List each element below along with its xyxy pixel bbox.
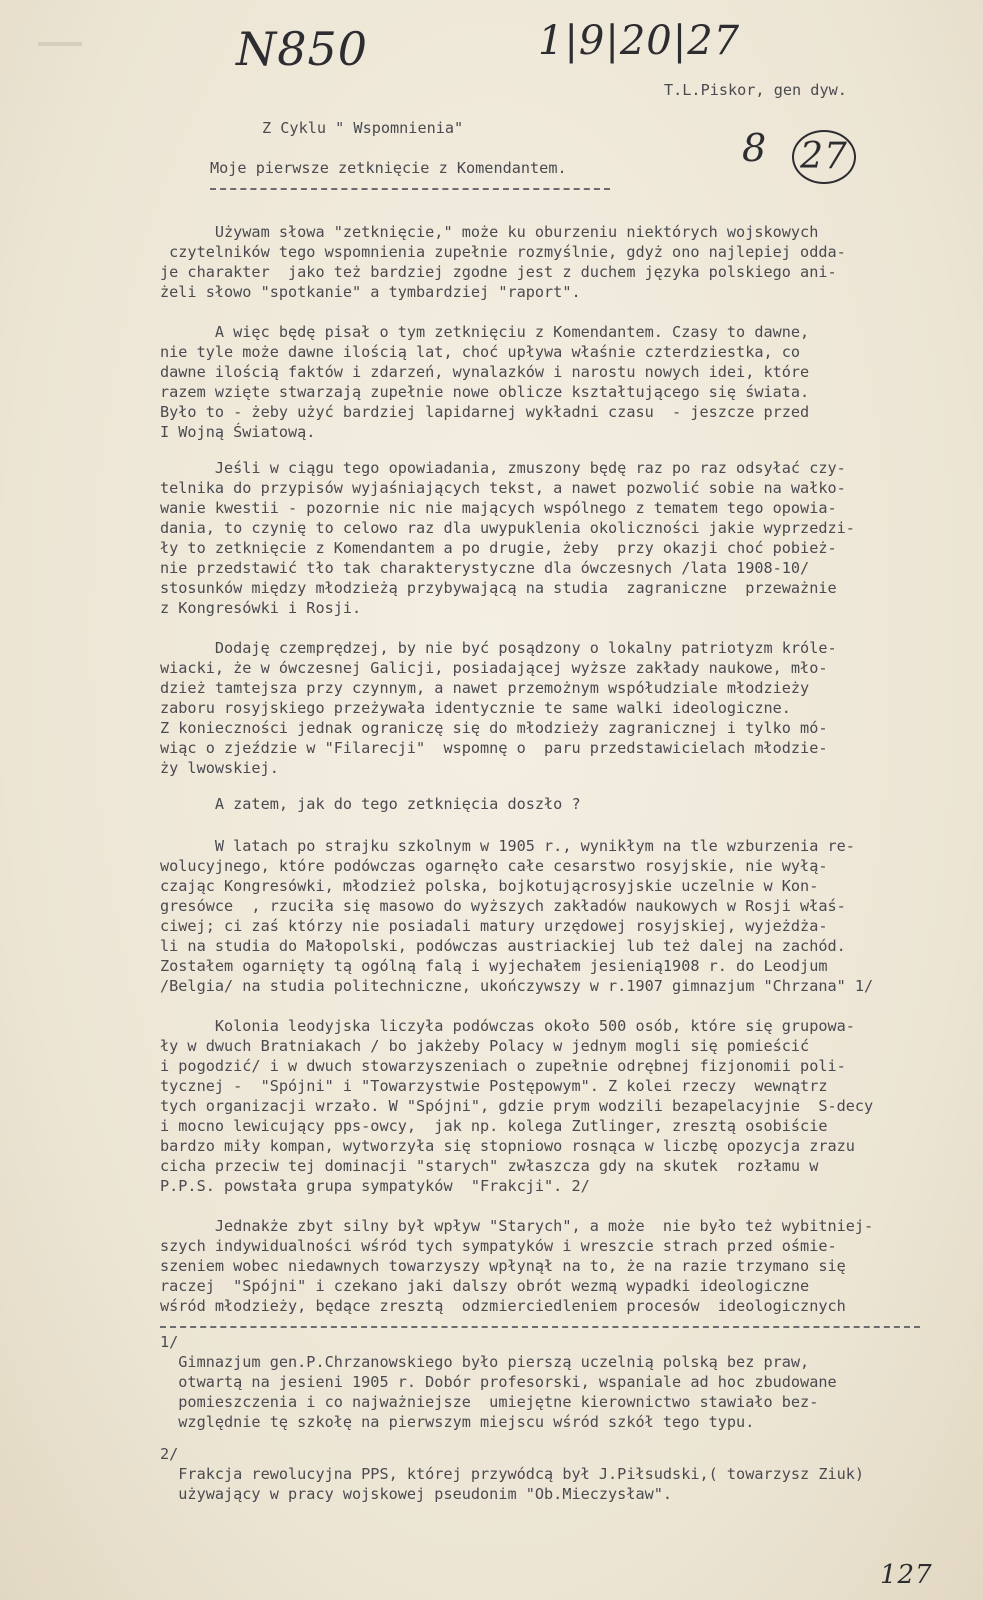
paragraph-6: W latach po strajku szkolnym w 1905 r., wynikłym na tle wzburzenia re- wolucyjnego, które podówczas ogarnęło całe cesarstwo rosyjskie, nie wyłą- czając Kongresówki, młodzież polska, bojkotującrosyjskie uczelnie w Kon- gresówce , rzuciła się masowo do wyższych zakładów naukowych w Rosji właś- ciwej; ci zaś którzy nie posiadali matury urzędowej rosyjskiej, wyjeżdża- li na studia do Małopolski, podówczas austriackiej lub też dalej na zachód. Zostałem ogarnięty tą ogólną falą i wyjechałem jesienią1908 r. do Leodjum /Belgia/ na studia politechniczne, ukończywszy w r.1907 gimnazjum "Chrzana" 1/ bbox=[160, 837, 874, 995]
punch-mark bbox=[38, 42, 82, 46]
paragraph-4: Dodaję czemprędzej, by nie być posądzony o lokalny patriotyzm króle- wiacki, że w ówczesnej Galicji, posiadającej wyższe zakłady naukowe, mło- dzież tamtejsza przy czynnym, a nawet przemożnym współudziale młodzieży zaboru rosyjskiego przeżywała identycznie te same walki ideologiczne. Z konieczności jednak ograniczę się do młodzieży zagranicznej i tylko mó- wiąc o zjeździe w "Filarecji" wspomnę o paru przedstawicielach młodzie- ży lwowskiej. bbox=[160, 639, 837, 777]
footnote-2: 2/ Frakcja rewolucyjna PPS, której przywódcą był J.Piłsudski,( towarzysz Ziuk) używający w pracy wojskowej pseudonim "Ob.Mieczysław". bbox=[160, 1445, 865, 1503]
handwritten-page-number: 8 bbox=[742, 126, 768, 170]
handwritten-circled-number: 27 bbox=[792, 130, 856, 184]
title-underline bbox=[210, 188, 610, 190]
author-line: T.L.Piskor, gen dyw. bbox=[664, 81, 847, 99]
handwritten-date: 1|9|20|27 bbox=[538, 18, 741, 64]
paragraph-8: Jednakże zbyt silny był wpływ "Starych", a może nie było też wybitniej- szych indywidualności wśród tych sympatyków i wreszcie strach przed ośmie- szeniem wobec niedawnych towarzyszy wpłynął na to, że na razie trzymano się raczej "Spójni" i czekano jaki dalszy obrót wezmą wypadki ideologiczne wśród młodzieży, będące zresztą odzmierciedleniem procesów ideologicznych bbox=[160, 1217, 874, 1315]
paragraph-3: Jeśli w ciągu tego opowiadania, zmuszony będę raz po raz odsyłać czy- telnika do przypisów wyjaśniających tekst, a nawet pozwolić sobie na wałko- wanie kwestii - pozornie nic nie mających wspólnego z tematem tego opowia- dania, to czynię to celowo raz dla uwypuklenia okoliczności jakie wyprzedzi- ły to zetknięcie z Komendantem a po drugie, żeby przy okazji choć pobież- nie przedstawić tło tak charakterystyczne dla ówczesnych /lata 1908-10/ stosunków między młodzieżą przybywającą na studia zagraniczne przeważnie z Kongresówki i Rosji. bbox=[160, 459, 855, 617]
footnote-separator bbox=[160, 1326, 920, 1328]
paragraph-2: A więc będę pisał o tym zetknięciu z Komendantem. Czasy to dawne, nie tyle może dawne ilością lat, choć upływa właśnie czterdziestka, co dawne ilością faktów i zdarzeń, wynalazków i narostu nowych idei, które razem wzięte stwarzają zupełnie nowe oblicze kształtującego się świata. Było to - żeby użyć bardziej lapidarnej wykładni czasu - jeszcze przed I Wojną Światową. bbox=[160, 323, 810, 441]
handwritten-archive-number: N850 bbox=[236, 22, 369, 76]
handwritten-bottom-number: 127 bbox=[880, 1560, 933, 1590]
document-title: Moje pierwsze zetknięcie z Komendantem. bbox=[210, 159, 567, 177]
footnote-1: 1/ Gimnazjum gen.P.Chrzanowskiego było pierszą uczelnią polską bez praw, otwartą na jesieni 1905 r. Dobór profesorski, wspaniale ad hoc zbudowane pomieszczenia i co najważniejsze umiejętne kierownictwo stawiało bez- względnie tę szkołę na pierwszym miejscu wśród szkół tego typu. bbox=[160, 1333, 837, 1431]
paragraph-1: Używam słowa "zetknięcie," może ku oburzeniu niektórych wojskowych czytelników tego wspomnienia zupełnie rozmyślnie, gdyż ono najlepiej odda- je charakter jako też bardziej zgodne jest z duchem języka polskiego ani- żeli słowo "spotkanie" a tymbardziej "raport". bbox=[160, 223, 846, 301]
paragraph-5: A zatem, jak do tego zetknięcia doszło ? bbox=[160, 795, 581, 813]
cycle-title: Z Cyklu " Wspomnienia" bbox=[262, 119, 464, 137]
paragraph-7: Kolonia leodyjska liczyła podówczas około 500 osób, które się grupowa- ły w dwuch Bratniakach / bo jakżeby Polacy w jednym mogli się pomieścić i pogodzić/ i w dwuch stowarzyszeniach o zupełnie odrębnej fizjonomii poli- tycznej - "Spójni" i "Towarzystwie Postępowym". Z kolei rzeczy wewnątrz tych organizacji wrzało. W "Spójni", gdzie prym wodzili bezapelacyjnie S-decy i mocno lewicujący pps-owcy, jak np. kolega Zutlinger, zresztą osobiście bardzo miły kompan, wytworzyła się stopniowo rosnąca w liczbę opozycja zrazu cicha przeciw tej dominacji "starych" zwłaszcza gdy na skutek rozłamu w P.P.S. powstała grupa sympatyków "Frakcji". 2/ bbox=[160, 1017, 874, 1195]
